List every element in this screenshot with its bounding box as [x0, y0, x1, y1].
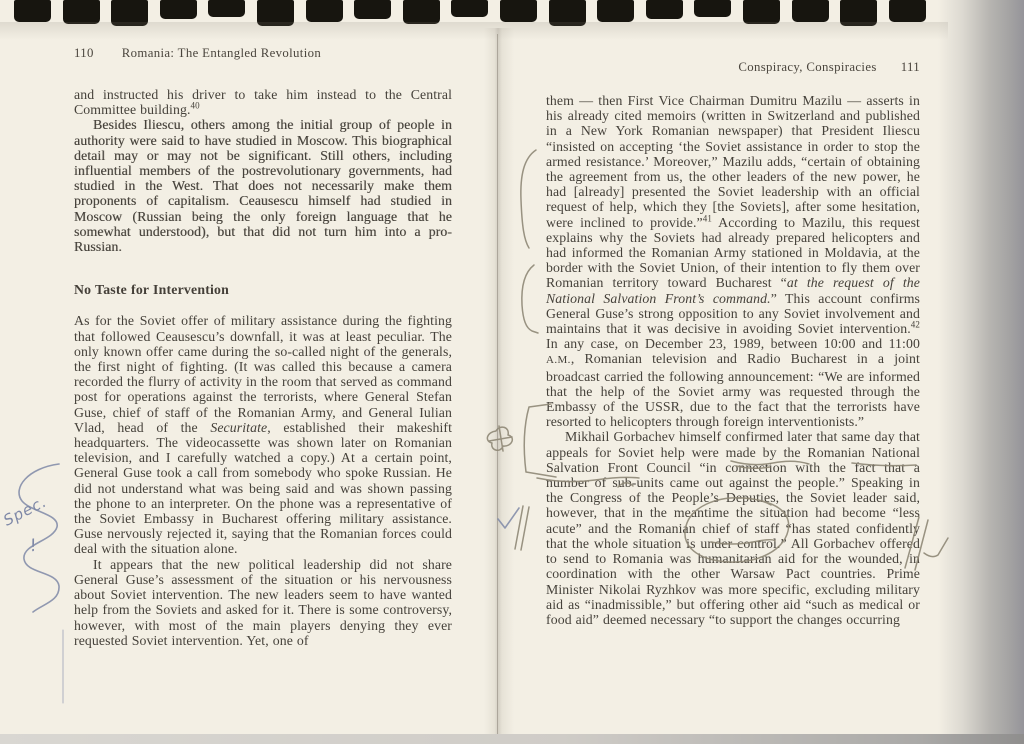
binding-hole — [63, 0, 100, 24]
handwritten-note: Spec. — [0, 492, 50, 530]
binding-hole — [500, 0, 537, 22]
binding-hole — [743, 0, 780, 24]
paragraph: them — then First Vice Chairman Dumitru Mazilu — asserts in his already cited memoirs (written in Switzerland and published in a New York Romanian newspaper) that President Iliescu “insisted on accepting ‘the Soviet assistance in order to stop the armed resistance.’ Moreover,” Mazilu adds, “certain of obtaining the agreement from us, the other leaders of the new power, he had [already] presented the Soviet leadership with an official request of help, which they [the Soviets], after some hesitation, were inclined to provide.”$^{41}$ According to Mazilu, this request explains why the Soviets had already prepared helicopters and had informed the Romanian Army stationed in Moldavia, at the border with the Soviet Union, of their intention to fly them over Romanian territory toward Bucharest “at the request of the National Salvation Front’s command.” This account confirms General Guse’s strong opposition to any Soviet involvement and maintains that it was decisive in avoiding Soviet intervention.$^{42}$ In any case, on December 23, 1989, between 10:00 and 11:00 A.M., Romanian television and Radio Bucharest in a joint broadcast carried the following announcement: “We are informed that the help of the Soviet army was requested through the Embassy of the USSR, due to the fact that the terrorists have resorted to helicopters through foreign interventionists.” — [546, 93, 920, 430]
running-title-right: Conspiracy, Conspiracies — [738, 60, 877, 74]
binding-hole — [792, 0, 829, 22]
pencil-bracket-upper — [521, 150, 536, 248]
binding-hole — [694, 0, 731, 17]
pen-squiggle-bracket — [19, 464, 59, 612]
pencil-double-strike-1 — [515, 506, 523, 549]
paragraph: Mikhail Gorbachev himself confirmed later that same day that appeals for Soviet help were made by the Romanian National Salvation Front Council “in connection with the fact that a number of sub-units came out against the people.” Speaking in the Congress of the People’s Deputies, the Soviet leader said, however, that in the meantime the situation had become “less acute” and the Romanian chief of staff “has stated confidently that the whole situation is under control.” All Gorbachev offered to send to Romania was humanitarian aid for the wounded, in coordination with the other Warsaw Pact countries. Prime Minister Nikolai Ryzhkov was more specific, excluding military aid as “inadmissible,” but offering other aid “such as medical or food aid” deemed necessary “to support the changes occurring — [546, 429, 920, 627]
binding-hole — [597, 0, 634, 22]
binding-hole — [451, 0, 488, 17]
page-right — [546, 60, 920, 627]
handwritten-exclamation: ! — [28, 535, 39, 557]
paragraph: and instructed his driver to take him instead to the Central Committee building.$^{40}$ — [74, 87, 452, 118]
paragraph: It appears that the new political leadership did not share General Guse’s assessment of the situation or his nervousness about Soviet intervention. The new leaders seem to have wanted help from the Soviets and asked for it. There is some controversy, however, with most of the main players denying they ever requested Soviet intervention. Yet, one of — [74, 556, 452, 648]
page-gutter-line — [497, 34, 498, 734]
page-gutter-shadow — [484, 28, 514, 736]
binding-hole — [160, 0, 197, 19]
scanner-edge-right — [938, 0, 1024, 744]
pencil-bracket-lower — [522, 265, 538, 333]
section-heading: No Taste for Intervention — [74, 282, 230, 298]
page-left-body — [74, 87, 452, 648]
binding-hole — [646, 0, 683, 19]
running-header-left — [74, 46, 452, 61]
page-right-body — [546, 93, 920, 627]
binding-hole — [306, 0, 343, 22]
running-title-left: Romania: The Entangled Revolution — [121, 46, 322, 60]
binding-shadow — [0, 22, 948, 40]
scanner-edge-bottom — [0, 734, 1024, 744]
running-header-right — [546, 60, 920, 75]
binding-hole — [889, 0, 926, 22]
pencil-double-strike-2 — [521, 507, 529, 550]
binding-hole — [14, 0, 51, 22]
binding-hole — [403, 0, 440, 24]
binding-hole — [354, 0, 391, 19]
paragraph: As for the Soviet offer of military assistance during the fighting that followed Ceausescu’s downfall, it was at least peculiar. The only known offer came during the so-called night of the generals, the first night of fighting. (It was called this because a camera recorded the flurry of activity in the room that served as command post for operations against the terrorists, where General Stefan Guse, chief of staff of the Romanian Army, and General Iulian Vlad, head of the Securitate, established their makeshift headquarters. The videocassette was shown later on Romanian television, and I carefully watched a copy.) At a certain point, General Guse took a call from somebody who spoke Russian. He did not understand what was being said and was shown passing the phone to an interpreter. On the phone was a representative of the Soviet Embassy in Bucharest offering military assistance. Guse nervously rejected it, saying that the Romanian forces could deal with the situation alone. — [74, 313, 453, 557]
paragraph: Besides Iliescu, others among the initial group of people in authority were said to have studied in Moscow. This biographical detail may or may not be significant. Still others, including influential members of the postrevolutionary governments, had studied in the West. That does not necessarily make them proponents of capitalism. Ceausescu himself had studied in Moscow (Russian being the only foreign language that he somewhat understood), but that did not turn him into a pro-Russian. — [74, 117, 452, 255]
binding-hole — [208, 0, 245, 17]
page-number-right: 111 — [900, 60, 920, 74]
page-left — [74, 46, 452, 648]
page-number-left: 110 — [74, 46, 94, 60]
